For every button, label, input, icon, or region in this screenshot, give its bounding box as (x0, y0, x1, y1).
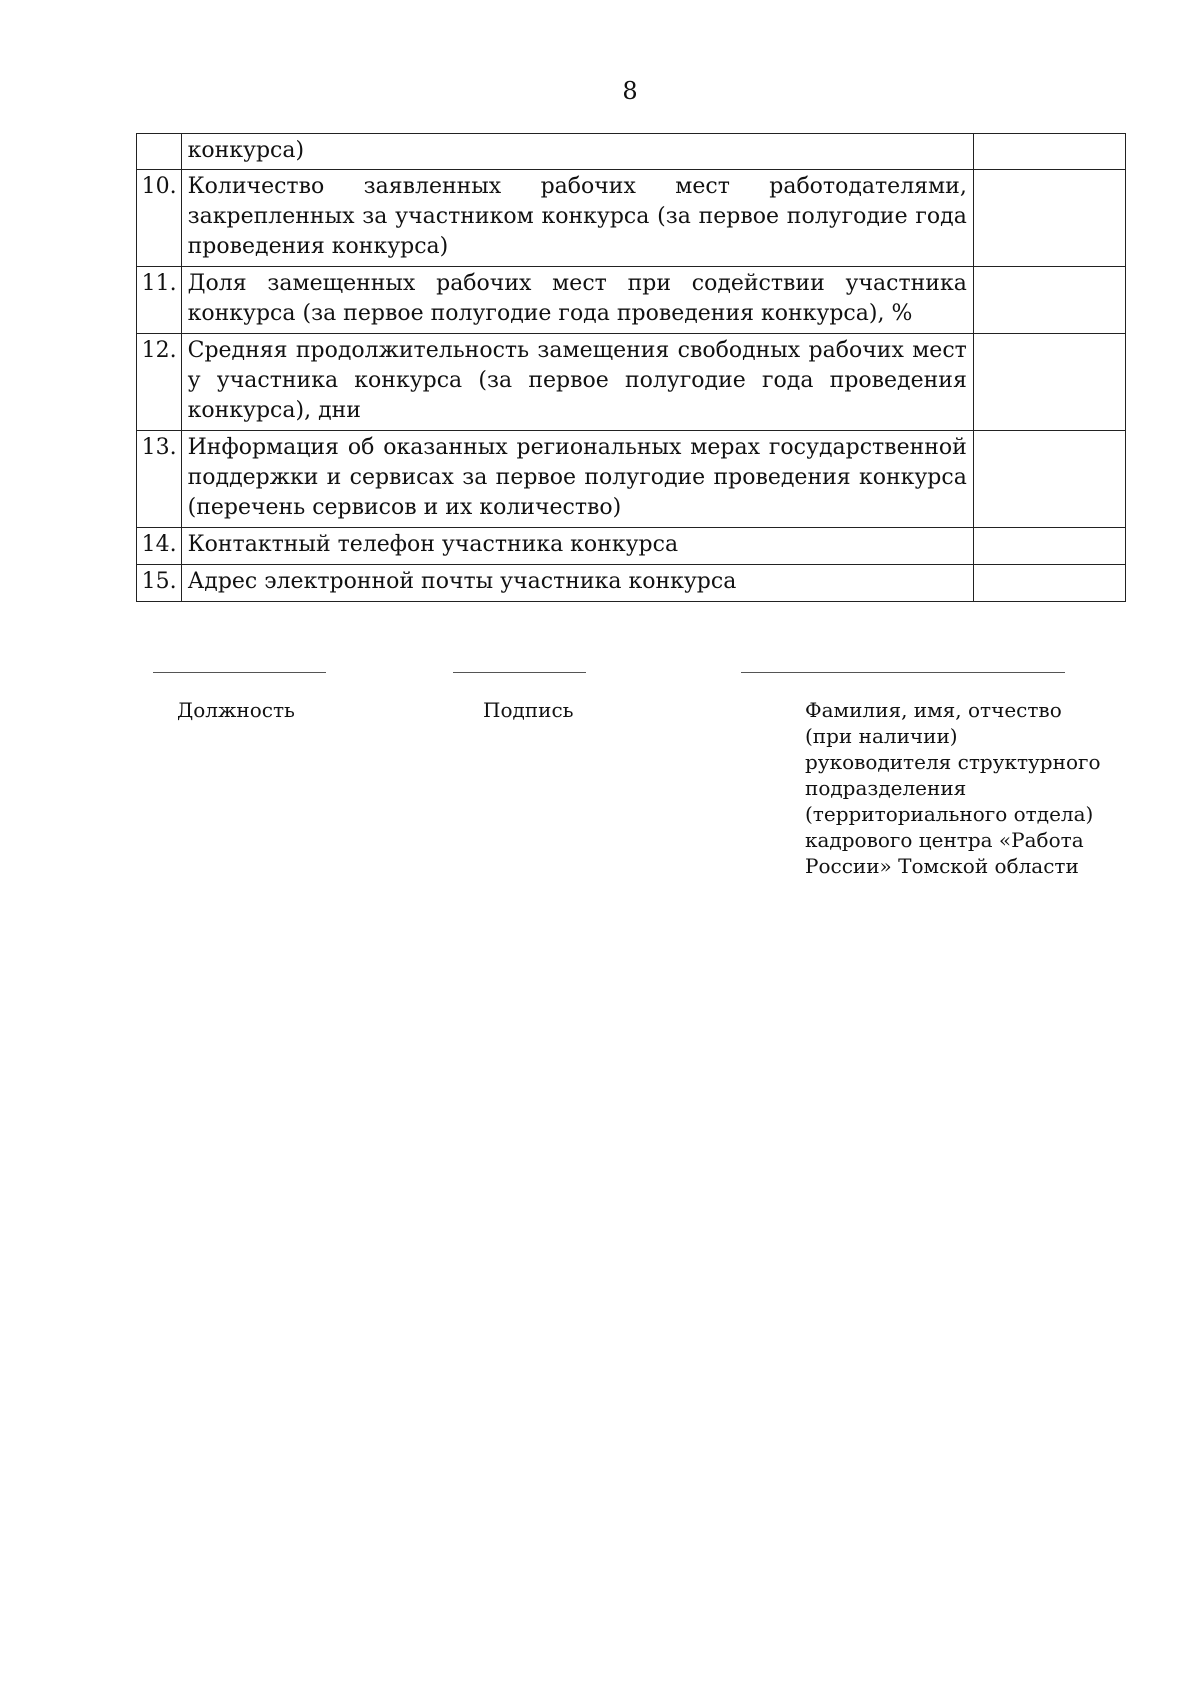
row-number: 10. (137, 170, 182, 267)
table-row (137, 170, 1126, 267)
table-row (137, 431, 1126, 528)
row-text: конкурса) (181, 134, 973, 170)
row-value-cell (973, 134, 1125, 170)
row-number (137, 134, 182, 170)
fio-label: Фамилия, имя, отчество (при наличии) руководителя структурного подразделения (территориального отдела) кадрового центра «Работа России» Томской области (805, 698, 1101, 878)
position-signature-line (153, 672, 326, 673)
row-text: Средняя продолжительность замещения свободных рабочих мест у участника конкурса (за первое полугодие года проведения конкурса), дни (181, 334, 973, 431)
row-value-cell (973, 528, 1125, 565)
signature-line (453, 672, 586, 673)
row-text: Адрес электронной почты участника конкурса (181, 565, 973, 602)
row-value-cell (973, 170, 1125, 267)
table-row (137, 134, 1126, 170)
page-number: 8 (622, 77, 638, 105)
row-value-cell (973, 267, 1125, 334)
row-value-cell (973, 431, 1125, 528)
signature-label: Подпись (483, 698, 574, 722)
table-row (137, 565, 1126, 602)
row-text: Доля замещенных рабочих мест при содействии участника конкурса (за первое полугодие года проведения конкурса), % (181, 267, 973, 334)
position-label: Должность (177, 698, 295, 722)
row-number: 15. (137, 565, 182, 602)
row-number: 14. (137, 528, 182, 565)
row-text: Количество заявленных рабочих мест работодателями, закрепленных за участником конкурса (за первое полугодие года проведения конкурса) (181, 170, 973, 267)
table-row (137, 334, 1126, 431)
row-text: Контактный телефон участника конкурса (181, 528, 973, 565)
criteria-table (136, 133, 1126, 602)
row-text: Информация об оказанных региональных мерах государственной поддержки и сервисах за первое полугодие проведения конкурса (перечень сервисов и их количество) (181, 431, 973, 528)
row-number: 13. (137, 431, 182, 528)
table-row (137, 528, 1126, 565)
table-row (137, 267, 1126, 334)
fio-signature-line (741, 672, 1065, 673)
row-value-cell (973, 565, 1125, 602)
row-number: 11. (137, 267, 182, 334)
row-value-cell (973, 334, 1125, 431)
row-number: 12. (137, 334, 182, 431)
